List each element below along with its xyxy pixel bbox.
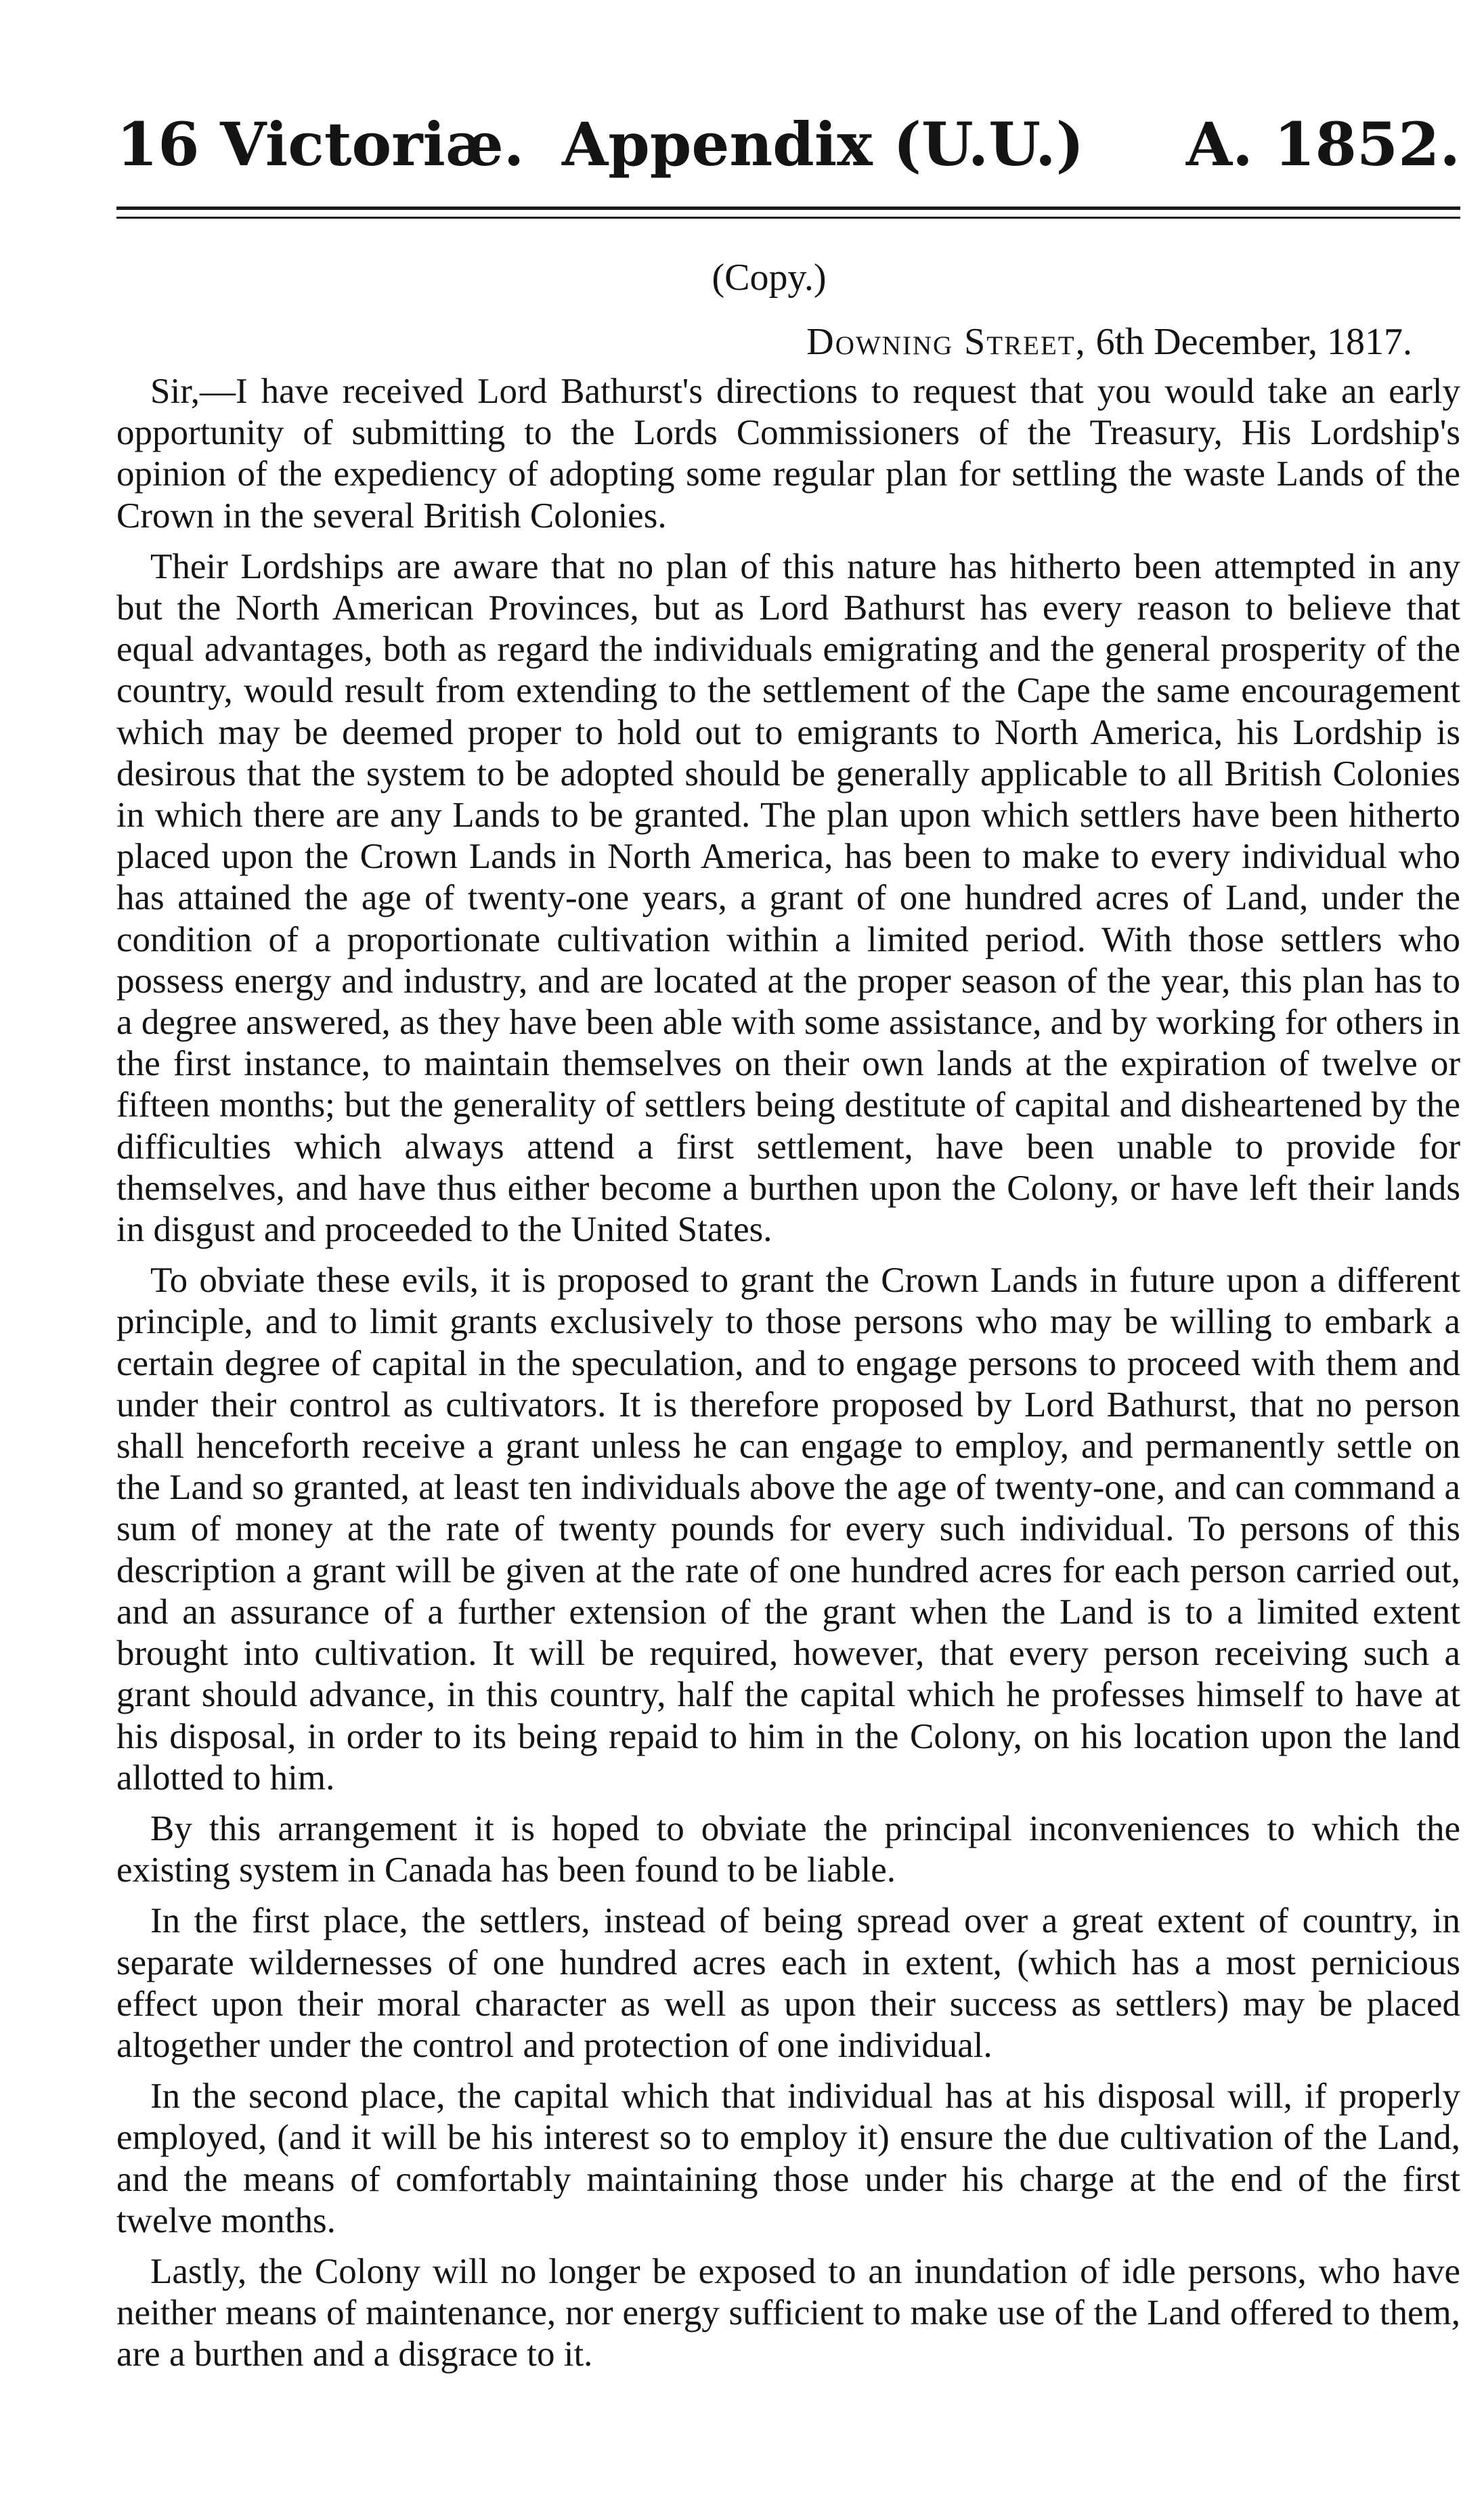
paragraph-7: Lastly, the Colony will no longer be exposed to an inundation of idle persons, who have neither means of maintenance, nor energy sufficient to make use of the Land offered to them, are a burthen and a disgrace to it. xyxy=(116,2251,1460,2374)
dateline xyxy=(806,318,1412,366)
paragraph-4: By this arrangement it is hoped to obviate the principal inconveniences to which the existing system in Canada has been found to be liable. xyxy=(116,1808,1460,1890)
paragraph-2: Their Lordships are aware that no plan of this nature has hitherto been attempted in any but the North American Provinces, but as Lord Bathurst has every reason to believe that equal advantages, both as regard the individuals emigrating and the general prosperity of the country, would result from extending to the settlement of the Cape the same encouragement which may be deemed proper to hold out to emigrants to North America, his Lordship is desirous that the system to be adopted should be generally applicable to all British Colonies in which there are any Lands to be granted. The plan upon which settlers have been hitherto placed upon the Crown Lands in North America, has been to make to every individual who has attained the age of twenty-one years, a grant of one hundred acres of Land, under the condition of a proportionate cultivation within a limited period. With those settlers who possess energy and industry, and are located at the proper season of the year, this plan has to a degree answered, as they have been able with some assistance, and by working for others in the first instance, to maintain themselves on their own lands at the expiration of twelve or fifteen months; but the generality of settlers being destitute of capital and disheartened by the difficulties which always attend a first settlement, have been unable to provide for themselves, and have thus either become a burthen upon the Colony, or have left their lands in disgust and proceeded to the United States. xyxy=(116,546,1460,1250)
paragraph-1: Sir,—I have received Lord Bathurst's directions to request that you would take an early opportunity of submitting to the Lords Commissioners of the Treasury, His Lordship's opinion of the expediency of adopting some regular plan for settling the waste Lands of the Crown in the several British Colonies. xyxy=(116,372,1460,536)
header-session: 16 Victoriæ. xyxy=(116,109,525,179)
dateline-date: 6th December, 1817. xyxy=(1095,321,1412,363)
paragraph-3: To obviate these evils, it is proposed to grant the Crown Lands in future upon a different principle, and to limit grants exclusively to those persons who may be willing to embark a certain degree of capital in the speculation, and to engage persons to proceed with them and under their control as cultivators. It is therefore proposed by Lord Bathurst, that no person shall henceforth receive a grant unless he can engage to employ, and permanently settle on the Land so granted, at least ten individuals above the age of twenty-one, and can command a sum of money at the rate of twenty pounds for every such individual. To persons of this description a grant will be given at the rate of one hundred acres for each person carried out, and an assurance of a further extension of the grant when the Land is to a limited extent brought into cultivation. It will be required, however, that every person receiving such a grant should advance, in this country, half the capital which he professes himself to have at his disposal, in order to its being repaid to him in the Colony, on his location upon the land allotted to him. xyxy=(116,1261,1460,1798)
header-rule-thick xyxy=(116,207,1460,210)
header-year: A. 1852. xyxy=(1185,109,1460,179)
header-rule-thin xyxy=(116,217,1460,219)
letter-body xyxy=(116,371,1460,2376)
copy-label: (Copy.) xyxy=(712,257,827,299)
dateline-place: Downing Street, xyxy=(806,321,1087,363)
page-header xyxy=(116,100,1460,188)
paragraph-5: In the first place, the settlers, instead of being spread over a great extent of country, in separate wildernesses of one hundred acres each in extent, (which has a most pernicious effect upon their moral character as well as upon their success as settlers) may be placed altogether under the control and protection of one individual. xyxy=(116,1901,1460,2065)
header-appendix: Appendix (U.U.) xyxy=(562,109,1085,179)
paragraph-6: In the second place, the capital which that individual has at his disposal will, if properly employed, (and it will be his interest so to employ it) ensure the due cultivation of the Land, and the means of comfortably maintaining those under his charge at the end of the first twelve months. xyxy=(116,2077,1460,2240)
